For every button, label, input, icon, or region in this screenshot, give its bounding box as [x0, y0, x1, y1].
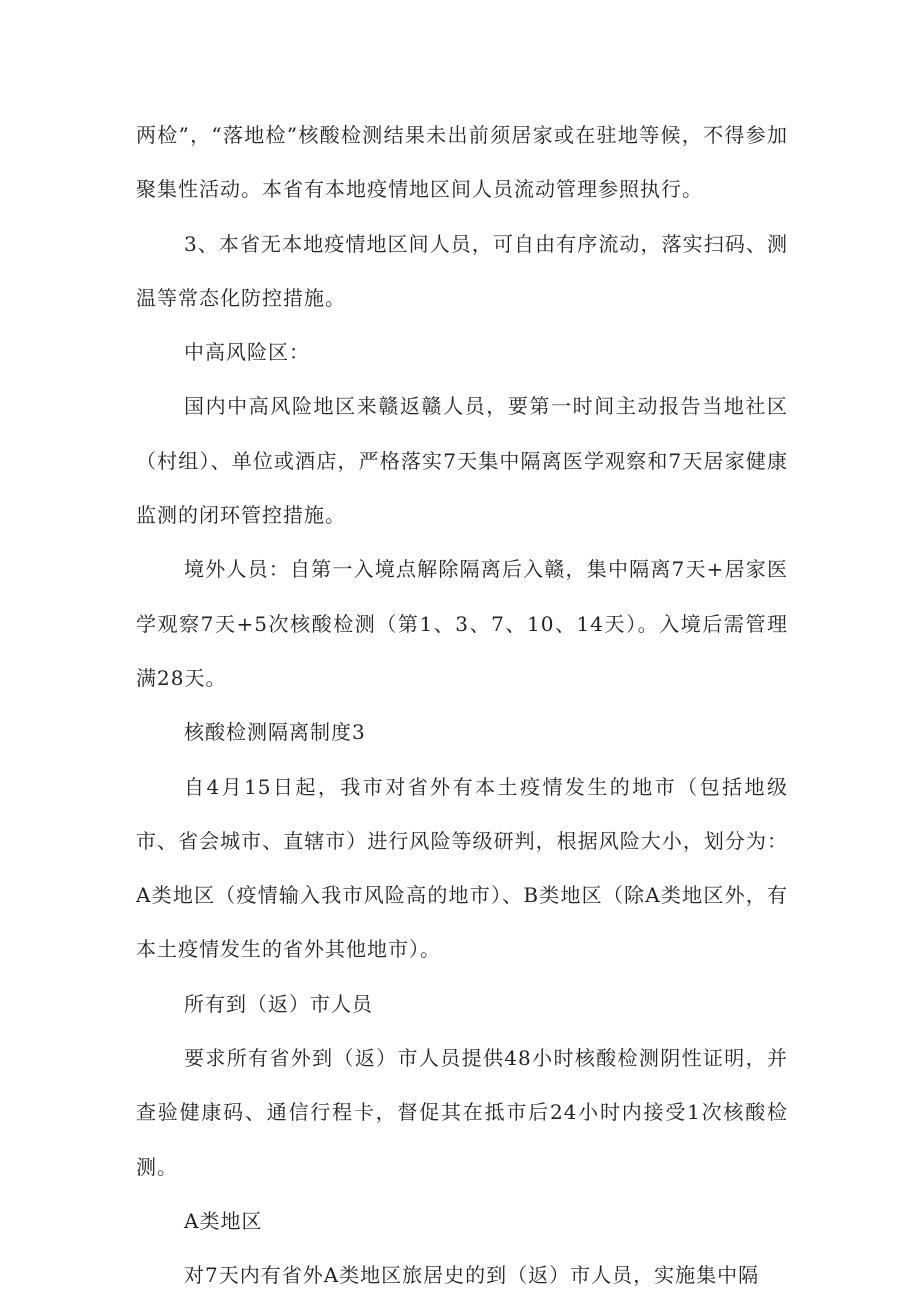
section-heading-mid-high-risk: 中高风险区：: [184, 340, 310, 365]
paragraph-9: 要求所有省外到（返）市人员提供48小时核酸检测阴性证明，并查验健康码、通信行程卡，督促其在抵市后24小时内接受1次核酸检测。: [136, 1046, 788, 1179]
document-body: [136, 108, 788, 1303]
section-heading-testing-system: 核酸检测隔离制度3: [184, 720, 366, 745]
paragraph-1: 两检”，“落地检”核酸检测结果未出前须居家或在驻地等候，不得参加聚集性活动。本省有本地疫情地区间人员流动管理参照执行。: [136, 123, 788, 202]
paragraph-11: 对7天内有省外A类地区旅居史的到（返）市人员，实施集中隔: [184, 1263, 760, 1288]
paragraph-4: 国内中高风险地区来赣返赣人员，要第一时间主动报告当地社区（村组）、单位或酒店，严格落实7天集中隔离医学观察和7天居家健康监测的闭环管控措施。: [136, 394, 788, 528]
section-heading-a-class: A类地区: [184, 1208, 263, 1233]
paragraph-2: 3、本省无本地疫情地区间人员，可自由有序流动，落实扫码、测温等常态化防控措施。: [136, 231, 788, 310]
section-heading-all-arrivals: 所有到（返）市人员: [184, 991, 373, 1016]
paragraph-5: 境外人员：自第一入境点解除隔离后入赣，集中隔离7天+居家医学观察7天+5次核酸检测（第1、3、7、10、14天）。入境后需管理满28天。: [136, 557, 788, 690]
paragraph-7: 自4月15日起，我市对省外有本土疫情发生的地市（包括地级市、省会城市、直辖市）进行风险等级研判，根据风险大小，划分为：A类地区（疫情输入我市风险高的地市）、B类地区（除A类地区外，有本土疫情发生的省外其他地市）。: [136, 774, 788, 962]
